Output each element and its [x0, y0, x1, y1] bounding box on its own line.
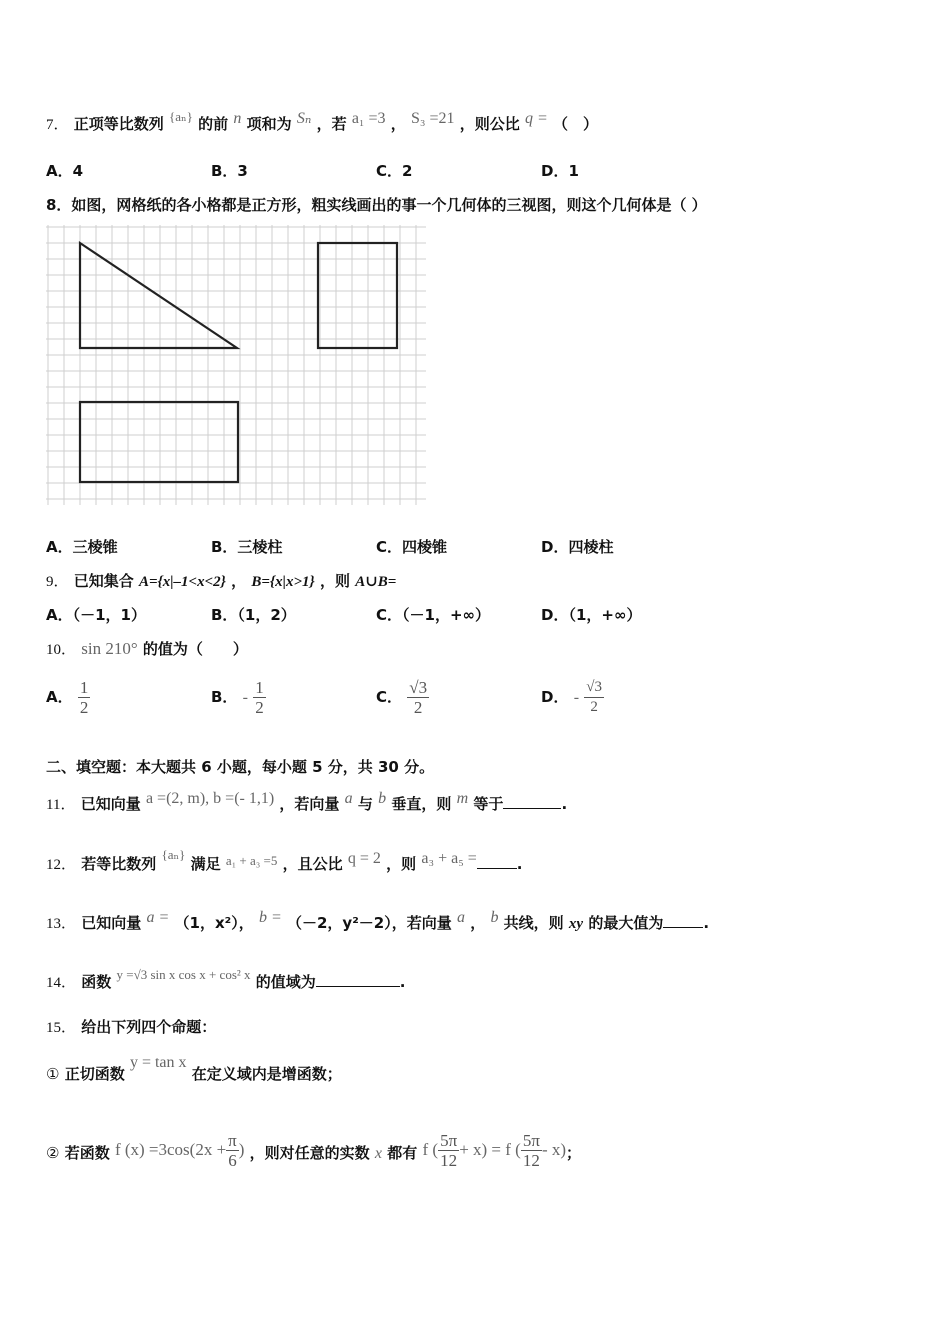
q15-item-2-close-paren: ): [238, 1140, 245, 1159]
q7-text-1: 正项等比数列: [73, 115, 164, 133]
q15-item-2-function: f (x) =3cos(2x +: [114, 1140, 227, 1159]
q8-option-c[interactable]: C．四棱锥: [376, 538, 448, 556]
numerator: π: [228, 1131, 237, 1150]
q13-xy: xy: [568, 916, 584, 932]
q13-vector-a-label: a =: [146, 909, 170, 926]
q11-text-2: ，若向量: [279, 795, 340, 813]
numerator: 1: [79, 678, 89, 697]
q13-answer-blank[interactable]: [663, 912, 703, 928]
q10-option-a[interactable]: [46, 678, 90, 717]
q10-option-c-fraction: [407, 678, 429, 717]
denominator: 2: [407, 697, 429, 717]
denominator: 2: [584, 697, 604, 717]
q10-text: 的值为（ ）: [142, 640, 248, 658]
q7-option-d[interactable]: D．1: [541, 162, 579, 180]
q12-ratio: q = 2: [347, 850, 381, 867]
q10-stem: [46, 639, 248, 660]
q13-number: 13．: [46, 916, 77, 932]
q12-text-3: ，且公比: [282, 855, 343, 873]
q11-text-3: 与: [357, 795, 373, 813]
q10-option-d-fraction: [584, 678, 604, 717]
q15-item-2-text-3: 都有: [387, 1144, 418, 1162]
q7-text-5: ，则公比: [459, 115, 520, 133]
q12-condition: a₁ + a₃ =5: [225, 853, 278, 868]
q13-vector-b: b: [490, 909, 499, 926]
q11-vector-a: a: [344, 790, 353, 807]
circled-two-marker: ②: [46, 1144, 60, 1162]
q7-option-b[interactable]: B．3: [211, 162, 248, 180]
q9-separator: ，: [231, 572, 247, 590]
q9-option-d[interactable]: D．（1，+∞）: [541, 606, 642, 624]
q10-option-d[interactable]: [541, 678, 604, 717]
q10-expression: sin 210°: [81, 639, 138, 658]
q7-q: q =: [524, 110, 548, 127]
numerator: √3: [586, 679, 602, 695]
q15-number: 15．: [46, 1020, 77, 1036]
q12-text-4: ，则: [386, 855, 417, 873]
q15-item-2-x: x: [374, 1145, 383, 1162]
q15-text: 给出下列四个命题：: [81, 1018, 217, 1036]
q7-text-6: （ ）: [553, 115, 599, 133]
q7-a1-equation: a₁ =3: [351, 110, 386, 127]
q14-answer-blank[interactable]: [316, 971, 400, 987]
q14-end: .: [399, 973, 406, 991]
q15-item-1: [46, 1054, 342, 1085]
q11-text-5: 等于: [473, 795, 504, 813]
q15-item-1-expression: y = tan x: [129, 1054, 187, 1071]
numerator: √3: [409, 678, 428, 697]
q10-option-a-fraction: [78, 678, 91, 717]
circled-one-marker: ①: [46, 1065, 60, 1083]
q11-text-4: 垂直，则: [391, 795, 452, 813]
q12-text-2: 满足: [190, 855, 221, 873]
q15-item-1-text-1: 正切函数: [64, 1065, 125, 1083]
q14-function: y =√3 sin x cos x + cos² x: [116, 967, 251, 982]
q8-option-a[interactable]: A．三棱锥: [46, 538, 118, 556]
q7-number: 7．: [46, 117, 69, 133]
q11-vectors: a =(2, m), b =(- 1,1): [145, 790, 275, 807]
q15-stem: [46, 1017, 216, 1038]
q11-text-1: 已知向量: [80, 795, 141, 813]
q15-item-1-text-2: 在定义域内是增函数；: [191, 1065, 342, 1083]
three-view-figure: [46, 225, 428, 507]
q13-separator: ，: [470, 914, 486, 932]
section-2-heading: 二、填空题：本大题共 6 小题，每小题 5 分，共 30 分。: [46, 758, 435, 776]
q13-stem: [46, 909, 710, 934]
q7-n: n: [233, 110, 242, 127]
numerator: 1: [255, 678, 264, 697]
q10-option-b[interactable]: [211, 678, 266, 717]
q10-option-b-fraction: [253, 678, 266, 717]
q12-sequence: {aₙ}: [161, 847, 186, 862]
q9-option-b[interactable]: B．（1，2）: [211, 606, 296, 624]
q10-option-d-sign: -: [573, 689, 580, 706]
q7-sn: Sₙ: [296, 110, 312, 127]
q15-item-2-text-1: 若函数: [64, 1144, 110, 1162]
q9-stem: [46, 571, 396, 592]
q13-vector-b-label: b =: [258, 909, 282, 926]
q9-text-1: 已知集合: [73, 572, 139, 590]
q10-number: 10．: [46, 642, 77, 658]
q12-number: 12．: [46, 857, 77, 873]
q8-stem: 8．如图，网格纸的各小格都是正方形，粗实线画出的事一个几何体的三视图，则这个几何体是（ ）: [46, 196, 707, 214]
q9-set-a: A={x|–1<x<2}: [138, 574, 226, 590]
denominator: 2: [79, 698, 89, 717]
q7-s3-equation: S₃ =21: [411, 110, 455, 127]
q13-text-1: 已知向量: [81, 914, 142, 932]
grid-lines: [46, 225, 426, 505]
q11-m: m: [456, 790, 469, 807]
q7-text-2: 的前: [198, 115, 229, 133]
q10-option-d-label: D．: [541, 688, 569, 706]
q10-option-c[interactable]: [376, 678, 429, 717]
q10-option-b-label: B．: [211, 688, 238, 706]
denominator: 12: [438, 1150, 459, 1170]
q15-item-2-fraction-left: [438, 1131, 459, 1170]
q8-option-b[interactable]: B．三棱柱: [211, 538, 283, 556]
q11-stem: [46, 790, 568, 815]
q9-option-a[interactable]: A．（－1，1）: [46, 606, 146, 624]
q13-end: .: [703, 914, 710, 932]
q14-text-1: 函数: [81, 973, 112, 991]
q14-text-2: 的值域为: [255, 973, 316, 991]
q11-answer-blank[interactable]: [503, 793, 561, 809]
q12-text-1: 若等比数列: [81, 855, 157, 873]
numerator: 5π: [440, 1131, 458, 1150]
q10-option-a-label: A．: [46, 688, 73, 706]
q14-stem: [46, 967, 406, 993]
q7-text-3: 项和为: [246, 115, 292, 133]
top-view-rectangle: [80, 402, 238, 482]
q12-end: .: [516, 855, 523, 873]
q7-text-4: ，若: [316, 115, 347, 133]
q14-number: 14．: [46, 975, 77, 991]
q7-stem: [46, 109, 599, 135]
q7-option-c[interactable]: C．2: [376, 162, 413, 180]
q15-item-2-minus-x: - x): [541, 1140, 567, 1159]
q9-set-b: B={x|x>1}: [251, 574, 315, 590]
q12-expression: a₃ + a₅ =: [421, 850, 477, 867]
q13-vector-b-value: （－2，y²－2），若向量: [286, 914, 452, 932]
q15-item-2: [46, 1131, 582, 1173]
q12-stem: [46, 847, 523, 875]
q15-item-2-plus-x: + x) = f (: [459, 1140, 521, 1159]
q15-item-2-fraction-right: [521, 1131, 542, 1170]
denominator: 2: [255, 698, 264, 717]
q7-separator: ，: [390, 115, 406, 133]
q11-number: 11．: [46, 797, 76, 813]
q13-text-2: 共线，则: [503, 914, 569, 932]
q13-vector-a: a: [456, 909, 465, 926]
q10-option-b-sign: -: [242, 689, 248, 706]
q9-number: 9．: [46, 574, 69, 590]
numerator: 5π: [522, 1131, 540, 1150]
q15-item-2-text-2: ，则对任意的实数: [249, 1144, 370, 1162]
denominator: 12: [521, 1150, 542, 1170]
q13-text-3: 的最大值为: [588, 914, 664, 932]
denominator: 6: [226, 1150, 239, 1170]
q11-end: .: [561, 795, 568, 813]
q9-text-2: ，则: [319, 572, 356, 590]
q15-item-2-end: ；: [566, 1144, 582, 1162]
q9-option-c[interactable]: C．（－1，+∞）: [376, 606, 491, 624]
q8-option-d[interactable]: D．四棱柱: [541, 538, 614, 556]
q15-item-2-f-left: f (: [422, 1140, 439, 1159]
q7-sequence: {aₙ}: [169, 109, 193, 124]
q15-item-2-pi-over-6: [226, 1131, 239, 1170]
q11-vector-b: b: [378, 790, 387, 807]
q10-option-c-label: C．: [376, 688, 403, 706]
q9-union-expr: A∪B=: [355, 574, 397, 590]
q13-vector-a-value: （1，x²），: [174, 914, 254, 932]
q7-option-a[interactable]: A．4: [46, 162, 84, 180]
q12-answer-blank[interactable]: [477, 853, 517, 869]
